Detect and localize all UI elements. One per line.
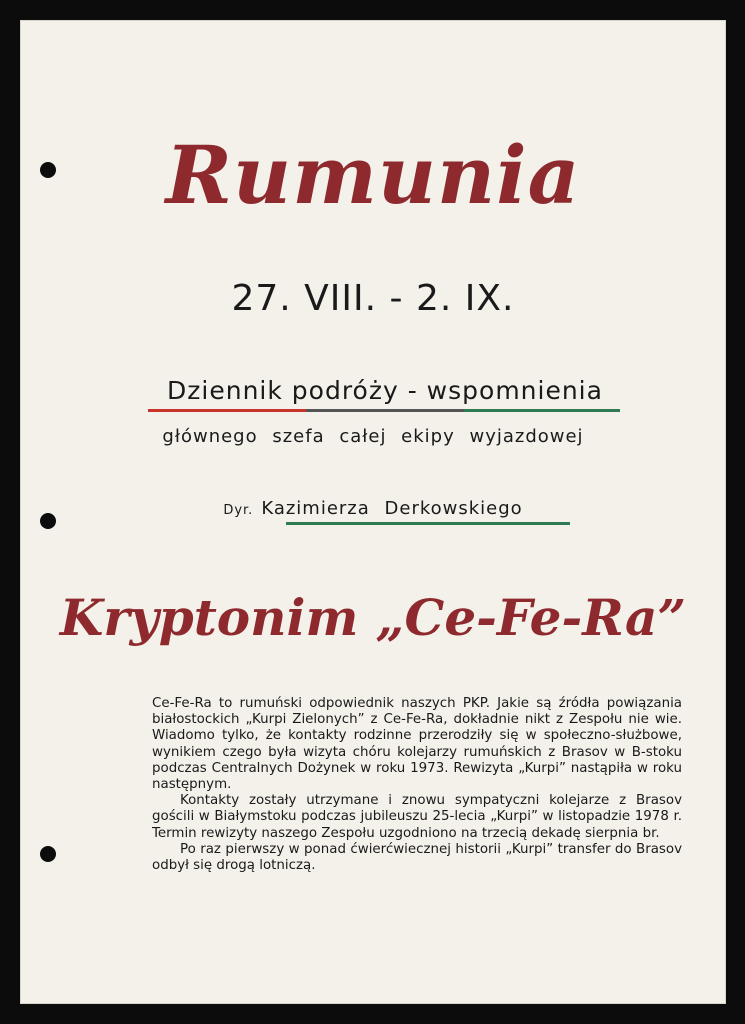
punch-hole <box>40 846 56 862</box>
underline-red <box>148 409 306 412</box>
author-name: Kazimierza Derkowskiego <box>261 498 523 519</box>
section-heading: Kryptonim „Ce-Fe-Ra” <box>59 588 687 647</box>
trip-dates: 27. VIII. - 2. IX. <box>231 278 515 319</box>
paragraph: Ce-Fe-Ra to rumuński odpowiednik naszych PKP. Jakie są źródła powiązania białostockich „Kurpi Zielonych” z Ce-Fe-Ra, dokładnie nikt z Zespołu nie wie. Wiadomo tylko, że kontakty rodzinne przerodziły się w społeczno-służbowe, wynikiem czego była wizyta chóru kolejarzy rumuńskich z Brasov w B-stoku podczas Centralnych Dożynek w roku 1973. Rewizyta „Kurpi” nastąpiła w roku następnym. <box>152 696 682 793</box>
underline-green <box>464 409 620 412</box>
body-text <box>152 696 682 874</box>
author-underline <box>286 522 570 525</box>
author-prefix: Dyr. <box>223 503 254 518</box>
subtitle-line1: Dziennik podróży - wspomnienia <box>167 376 603 405</box>
paragraph: Po raz pierwszy w ponad ćwierćwiecznej historii „Kurpi” transfer do Brasov odbył się drogą lotniczą. <box>152 841 682 874</box>
underline-gray <box>306 409 464 412</box>
subtitle-line2: głównego szefa całej ekipy wyjazdowej <box>162 426 584 447</box>
paragraph: Kontakty zostały utrzymane i znowu sympatyczni kolejarze z Brasov gościli w Białymstoku podczas jubileuszu 25-lecia „Kurpi” w listopadzie 1978 r. Termin rewizyty naszego Zespołu uzgodniono na trzecią dekadę sierpnia br. <box>152 793 682 841</box>
document-page <box>20 20 726 1004</box>
author-line <box>20 498 726 519</box>
page-title: Rumunia <box>165 128 581 222</box>
